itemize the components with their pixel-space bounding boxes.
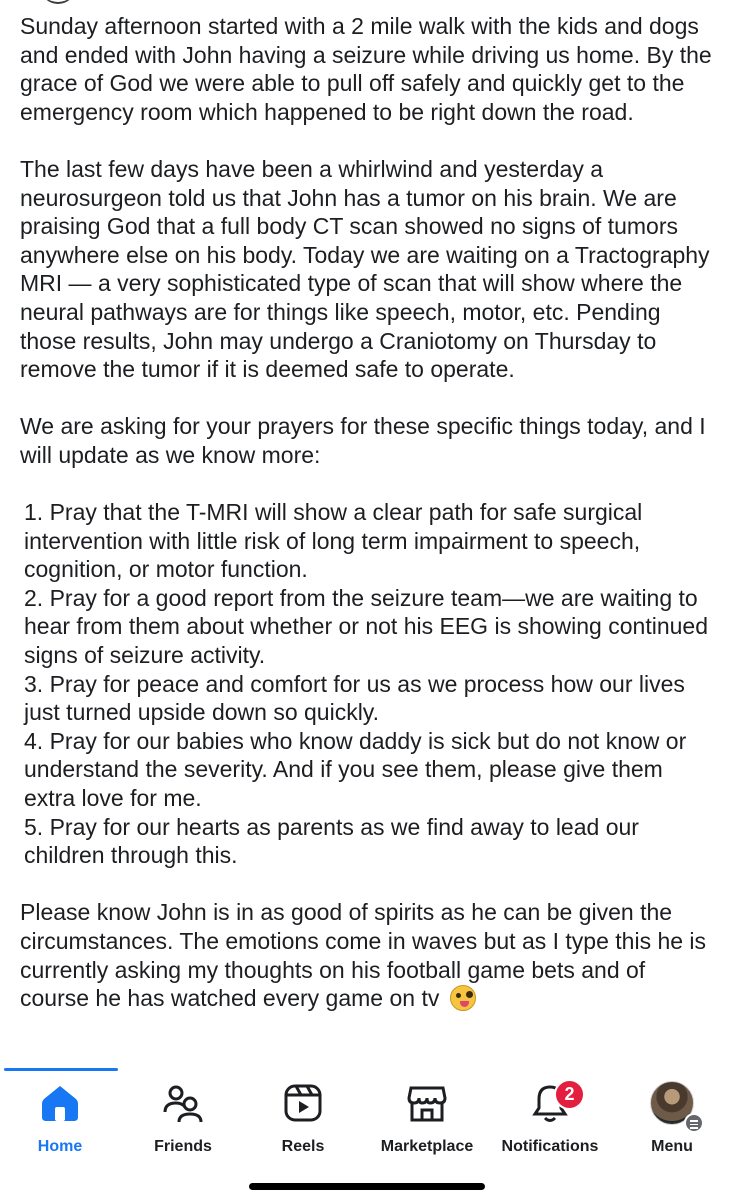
- active-tab-indicator: [4, 1068, 118, 1071]
- prayer-list-item: 5. Pray for our hearts as parents as we find away to lead our children through this.: [24, 813, 639, 869]
- home-icon: [37, 1080, 83, 1126]
- tab-home[interactable]: [20, 1080, 100, 1160]
- zany-face-emoji: [450, 985, 476, 1011]
- post-paragraph: The last few days have been a whirlwind and yesterday a neurosurgeon told us that John has a tumor on his brain. We are praising God that a full body CT scan showed no signs of tumors anywhere else on his body. Today we are waiting on a Tractography MRI — a very sophisticated type of scan that will show where the neural pathways are for things like speech, motor, etc. Pending those results, John may undergo a Craniotomy on Thursday to remove the tumor if it is deemed safe to operate.: [20, 155, 710, 383]
- tab-label: Friends: [154, 1138, 212, 1155]
- tab-reels[interactable]: [263, 1080, 343, 1160]
- tab-label: Notifications: [501, 1138, 599, 1155]
- home-indicator[interactable]: [249, 1183, 485, 1190]
- post-paragraph: Sunday afternoon started with a 2 mile walk with the kids and dogs and ended with John having a seizure while driving us home. By the grace of God we were able to pull off safely and quickly get to the emergency room which happened to be right down the road.: [20, 13, 712, 125]
- marketplace-icon: [404, 1080, 450, 1126]
- avatar-edge: [40, 0, 76, 4]
- prayer-list-item: 2. Pray for a good report from the seizure team—we are waiting to hear from them about whether or not his EEG is showing continued signs of seizure activity.: [24, 584, 708, 669]
- tab-marketplace[interactable]: [368, 1080, 486, 1160]
- post-closing: [20, 898, 720, 1012]
- prayer-list-item: 1. Pray that the T-MRI will show a clear path for safe surgical intervention with little risk of long term impairment to speech, cognition, or motor function.: [24, 499, 643, 583]
- reels-icon: [280, 1080, 326, 1126]
- tab-notifications[interactable]: [491, 1080, 609, 1160]
- friends-icon: [160, 1080, 206, 1126]
- tab-label: Menu: [651, 1138, 693, 1155]
- notification-badge: 2: [554, 1079, 585, 1110]
- prayer-list-item: 3. Pray for peace and comfort for us as we process how our lives just turned upside down so quickly.: [24, 670, 685, 726]
- tab-label: Reels: [281, 1138, 325, 1155]
- bottom-tab-bar: [0, 1068, 734, 1200]
- menu-hamburger-icon: [684, 1113, 704, 1133]
- post-text: [20, 12, 720, 1013]
- tab-label: Marketplace: [380, 1138, 474, 1155]
- post-paragraph: We are asking for your prayers for these specific things today, and I will update as we know more:: [20, 413, 706, 468]
- tab-friends[interactable]: [143, 1080, 223, 1160]
- prayer-list-item: 4. Pray for our babies who know daddy is sick but do not know or understand the severity. And if you see them, please give them extra love for me.: [24, 727, 687, 812]
- post-closing-text: Please know John is in as good of spirits as he can be given the circumstances. The emotions come in waves but as I type this he is currently asking my thoughts on his football game bets and of course he has watched every game on tv: [20, 899, 707, 1012]
- tab-label: Home: [37, 1138, 83, 1155]
